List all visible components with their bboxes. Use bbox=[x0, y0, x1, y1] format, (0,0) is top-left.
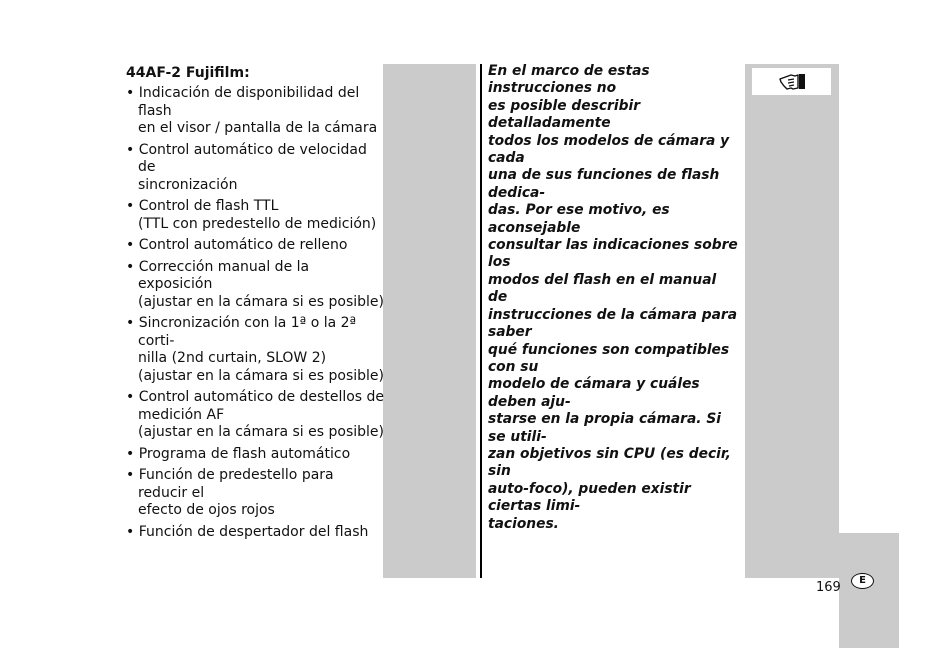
page-number: 169 bbox=[816, 580, 841, 595]
list-item: • Sincronización con la 1ª o la 2ª corti- nilla (2nd curtain, SLOW 2) (ajustar en la cámara si es posible) bbox=[126, 315, 384, 384]
note-icon-box bbox=[752, 68, 831, 95]
language-badge: E bbox=[851, 573, 874, 589]
list-item: • Control automático de relleno bbox=[126, 237, 348, 253]
note-paragraph: En el marco de estas instrucciones no es posible describir detalladamente todos los modelos de cámara y cada una de sus funciones de flash dedica- das. Por ese motivo, es aconsejable consultar las indicaciones sobre los modos del flash en el manual de instrucciones de la cámara para saber qué funciones son compatibles con su modelo de cámara y cuáles deben aju- starse en la propia cámara. Si se utili- zan objetivos sin CPU (es decir, sin auto-foco), pueden existir ciertas limi- taciones. bbox=[488, 63, 738, 532]
right-gray-margin-band bbox=[745, 64, 839, 578]
list-item: • Corrección manual de la exposición (ajustar en la cámara si es posible) bbox=[126, 258, 384, 310]
list-item: • Control automático de velocidad de sincronización bbox=[126, 141, 367, 193]
list-item: • Función de despertador del flash bbox=[126, 523, 369, 540]
list-item: • Control de flash TTL (TTL con predestello de medición) bbox=[126, 198, 377, 232]
feature-list bbox=[126, 85, 386, 545]
left-gray-margin-band bbox=[383, 64, 476, 578]
language-tab bbox=[839, 533, 899, 648]
column-divider bbox=[480, 64, 482, 578]
section-heading: 44AF-2 Fujifilm: bbox=[126, 65, 250, 81]
list-item: • Indicación de disponibilidad del flash en el visor / pantalla de la cámara bbox=[126, 85, 378, 136]
list-item: • Función de predestello para reducir el efecto de ojos rojos bbox=[126, 467, 334, 518]
list-item: • Programa de flash automático bbox=[126, 445, 351, 462]
list-item: • Control automático de destellos de medición AF (ajustar en la cámara si es posible) bbox=[126, 389, 385, 440]
pointing-hand-icon bbox=[778, 71, 808, 92]
